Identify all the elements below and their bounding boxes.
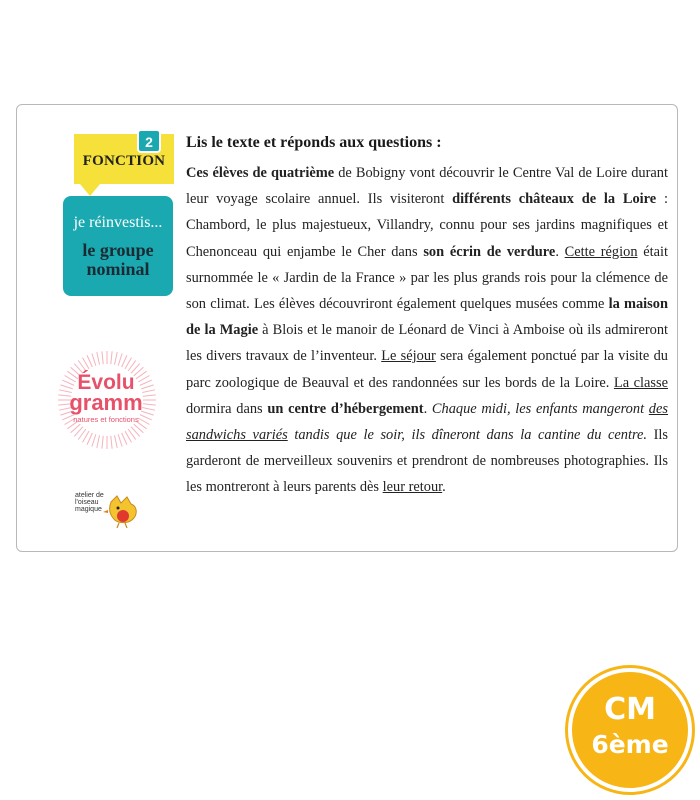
sunburst-ray (118, 434, 122, 446)
passage-text: à Blois et le manoir de Léonard de Vinci à Amboise où ils admireront les divers travaux de l’inventeur. (186, 322, 669, 365)
passage-text: : Chambord, le plus majestueux, Villandry, connu pour ses jardins magnifiques et Chenonceau qui enjambe le Cher dans (186, 191, 668, 260)
sunburst-ray (97, 435, 100, 448)
passage-text: . (423, 400, 432, 417)
passage-text: . (555, 243, 565, 260)
evolugramm-logo-line1: Évolu (77, 371, 135, 394)
sunburst-ray (118, 353, 122, 365)
sunburst-ray (97, 352, 100, 365)
passage-text: tandis que le soir, ils dîneront dans la cantine du centre. (287, 427, 647, 444)
fonction-tag-pointer (80, 184, 100, 196)
sunburst-ray (111, 436, 112, 449)
reinvest-line2: le groupe nominal (82, 240, 154, 279)
sunburst-ray (102, 351, 103, 364)
nominal-group-3: son écrin de verdure (423, 243, 556, 260)
nominal-group-4: la maison de la Magie (186, 296, 668, 339)
sunburst-ray (114, 352, 117, 365)
sunburst-ray (92, 434, 96, 446)
passage-text: était surnommée le « Jardin de la France » par les plus grands rois pour la clémence de son climat. Les élèves découvriront également quelques musées comme (186, 243, 669, 313)
sunburst-ray (111, 351, 112, 364)
nominal-group-underlined-4: des sandwichs variés (186, 400, 668, 444)
passage-text: de Bobigny vont découvrir le Centre Val de Loire durant leur voyage scolaire annuel. Ils visiteront (186, 165, 668, 208)
nominal-group-2: différents châteaux de la Loire (452, 191, 657, 208)
passage-text: Ils garderont de merveilleux souvenirs et prendront de nombreuses photographies. Ils les montreront à leurs parents dès (186, 427, 668, 496)
passage-text: . (442, 479, 446, 496)
nominal-group-underlined-5: leur retour (382, 479, 443, 496)
reinvest-line1: je réinvestis... (73, 214, 163, 231)
sunburst-ray (114, 435, 117, 448)
fonction-label: FONCTION (82, 153, 166, 169)
evolugramm-logo-line2: gramm (69, 390, 143, 415)
exercise-instruction: Lis le texte et réponds aux questions : (186, 134, 442, 151)
nominal-group-underlined-3: La classe (613, 374, 668, 391)
fonction-number-badge: 2 (137, 129, 161, 153)
sunburst-ray (92, 353, 96, 365)
sunburst-ray (122, 433, 127, 445)
passage-text: Chaque midi, les enfants mangeront (431, 400, 649, 417)
evolugramm-logo-line3: natures et fonctions (73, 415, 139, 424)
passage-text: dormira dans (186, 400, 268, 417)
sunburst-ray (87, 433, 92, 445)
sunburst-ray (87, 355, 92, 367)
nominal-group-underlined-2: Le séjour (381, 348, 436, 365)
exercise-passage (186, 160, 668, 501)
passage-text: sera également ponctué par la visite du parc zoologique de Beauval et des randonnées sur les bords de la Loire. (186, 348, 668, 391)
sunburst-ray (122, 355, 127, 367)
sunburst-ray (102, 436, 103, 449)
nominal-group-underlined-1: Cette région (564, 243, 638, 260)
bird-logo-icon (103, 494, 141, 528)
atelier-logo-text: atelier de l'oiseau magique (75, 492, 104, 513)
level-badge-line2: 6ème (591, 730, 669, 759)
nominal-group-1: Ces élèves de quatrième (186, 165, 335, 181)
nominal-group-5: un centre d’hébergement (267, 400, 424, 417)
level-badge-line1: CM (604, 692, 656, 727)
